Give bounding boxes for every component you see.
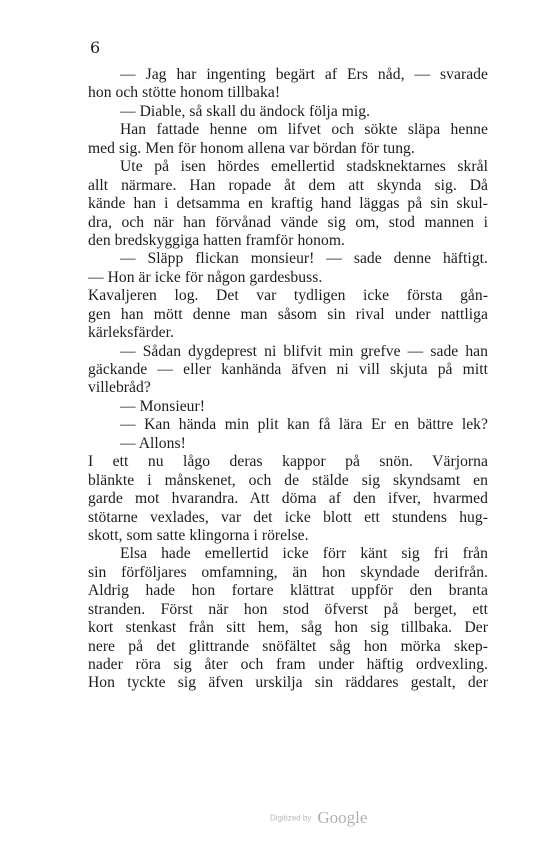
text-line: Ute på isen hördes emellertid stadsknektarnes skrål xyxy=(120,158,488,176)
text-line: — Jag har ingenting begärt af Ers nåd, — svarade xyxy=(120,66,488,83)
text-line: villebråd? xyxy=(88,379,151,397)
text-line: allt närmare. Han ropade åt dem att skynda sig. Då xyxy=(88,176,488,194)
page-number: 6 xyxy=(90,38,101,57)
text-line: Hon tyckte sig äfven urskilja sin räddares gestalt, der xyxy=(88,674,488,692)
text-line: — Allons! xyxy=(120,434,186,452)
text-line: med sig. Men för honom allena var bördan för tung. xyxy=(88,139,415,157)
text-line: Elsa hade emellertid icke förr känt sig fri från xyxy=(120,545,488,563)
text-line: sin förföljares omfamning, än hon skyndade derifrån. xyxy=(88,563,488,581)
text-line: — Kan hända min plit kan få lära Er en bättre lek? xyxy=(120,416,488,434)
text-line: Kavaljeren log. Det var tydligen icke första gån- xyxy=(88,287,488,305)
digitized-by-label: Digitized by xyxy=(270,813,312,823)
text-line: hon och stötte honom tillbaka! xyxy=(88,84,281,102)
text-line: I ett nu lågo deras kappor på snön. Värjorna xyxy=(88,453,488,471)
text-line: — Hon är icke för någon gardesbuss. xyxy=(88,268,323,286)
body-text xyxy=(88,66,488,693)
text-line: blänkte i månskenet, och de stälde sig skyndsamt en xyxy=(88,471,488,489)
text-line: kände han i detsamma en kraftig hand läggas på sin skul- xyxy=(88,195,488,213)
text-line: — Diable, så skall du ändock följa mig. xyxy=(120,102,371,120)
text-line: kort stenkast från sitt hem, såg hon sig tillbaka. Der xyxy=(88,619,488,637)
text-line: skott, som satte klingorna i rörelse. xyxy=(88,526,309,544)
text-line: — Sådan dygdeprest ni blifvit min grefve — sade han xyxy=(120,342,488,360)
text-line: nader röra sig åter och fram under häftig ordvexling. xyxy=(88,656,488,673)
text-line: stranden. Först när hon stod öfverst på berget, ett xyxy=(88,600,488,618)
text-line: garde mot hvarandra. Att döma af den ifver, hvarmed xyxy=(88,490,488,508)
text-line: gen han mött denne man såsom sin rival under nattliga xyxy=(88,305,488,323)
text-line: gäckande — eller kanhända äfven ni vill skjuta på mitt xyxy=(88,361,488,378)
text-line: den bredskyggiga hatten framför honom. xyxy=(88,231,345,249)
text-line: dra, och när han förvånad vände sig om, stod mannen i xyxy=(88,213,488,231)
text-line: kärleksfärder. xyxy=(88,324,174,342)
text-line: Han fattade henne om lifvet och sökte släpa henne xyxy=(120,121,488,139)
text-line: stötarne vexlades, var det icke blott ett stundens hug- xyxy=(88,508,488,526)
digitization-watermark xyxy=(270,808,367,828)
google-logo: Google xyxy=(317,808,368,827)
text-line: Aldrig hade hon fortare klättrat uppför den branta xyxy=(88,582,488,600)
text-line: — Monsieur! xyxy=(120,397,206,415)
text-line: — Släpp flickan monsieur! — sade denne häftigt. xyxy=(120,250,488,268)
text-line: nere på det glittrande snöfältet såg hon mörka skep- xyxy=(88,637,488,655)
